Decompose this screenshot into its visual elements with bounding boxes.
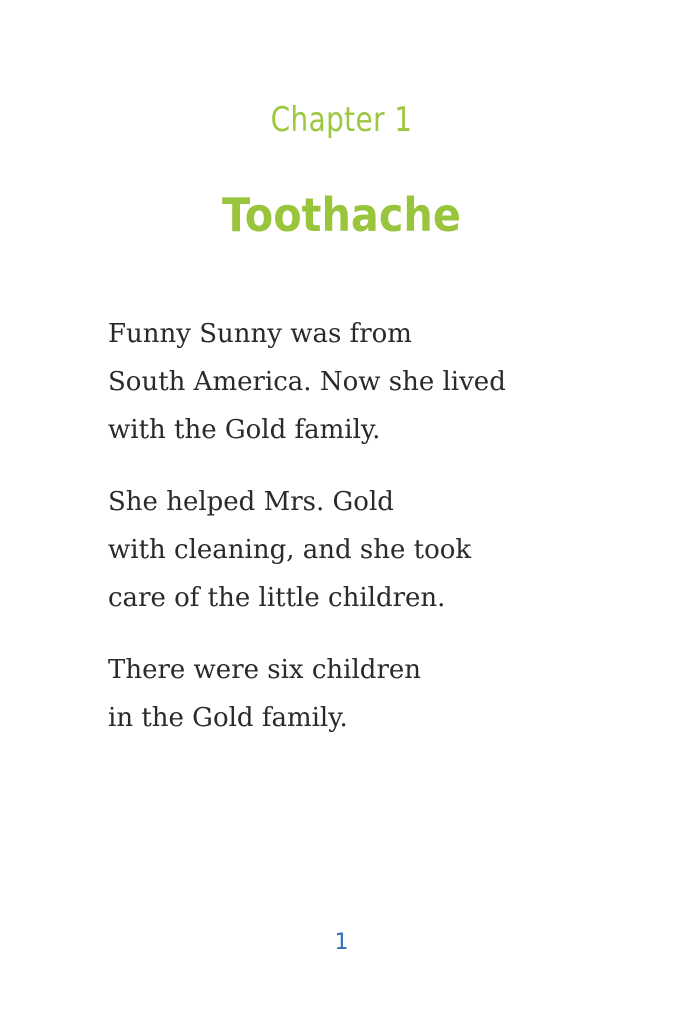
text-line: There were six children bbox=[108, 655, 422, 685]
paragraph-1 bbox=[108, 312, 588, 456]
paragraph-3 bbox=[108, 648, 588, 744]
text-line: in the Gold family. bbox=[108, 703, 348, 733]
paragraph-2 bbox=[108, 480, 588, 624]
text-line: South America. Now she lived bbox=[108, 367, 506, 397]
chapter-title: Toothache bbox=[222, 188, 461, 242]
page-number: 1 bbox=[334, 930, 349, 955]
text-line: with cleaning, and she took bbox=[108, 535, 472, 565]
text-line: Funny Sunny was from bbox=[108, 319, 412, 349]
story-text bbox=[108, 312, 588, 768]
text-line: with the Gold family. bbox=[108, 415, 381, 445]
chapter-label: Chapter 1 bbox=[270, 100, 413, 140]
text-line: care of the little children. bbox=[108, 583, 446, 613]
text-line: She helped Mrs. Gold bbox=[108, 487, 394, 517]
